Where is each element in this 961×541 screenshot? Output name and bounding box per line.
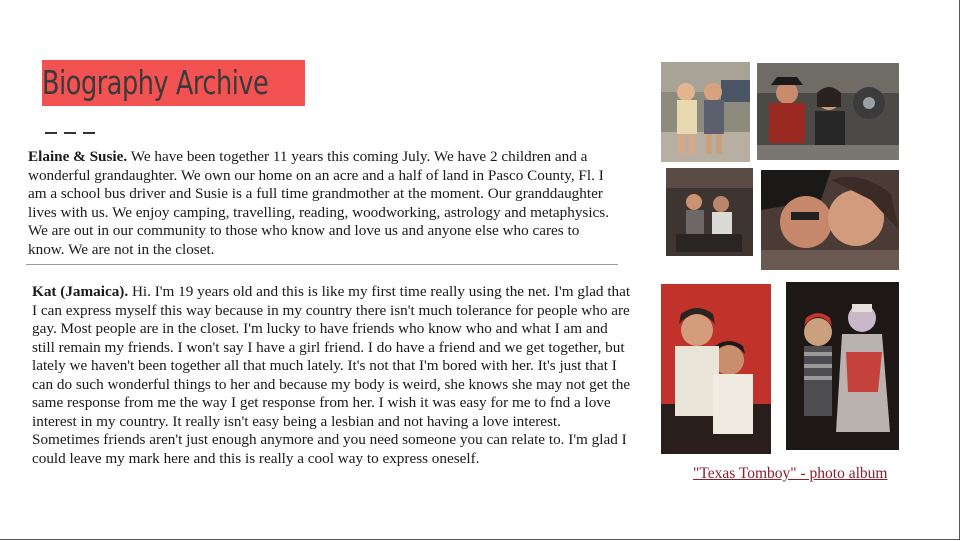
photo-children[interactable] [661,62,750,162]
biography-entry [32,283,632,468]
photo-collage[interactable] [661,62,901,458]
photo-album-link[interactable]: "Texas Tomboy" - photo album [693,465,888,482]
photo-friends[interactable] [661,284,771,454]
biography-text: Hi. I'm 19 years old and this is like my first time really using the net. I'm glad that I can express myself this way because in my country there isn't much tolerance for people who are gay. Most people are in the closet. I'm lucky to have friends who know who and what I am and still remain my friends. I won't say I have a girl friend. I do have a friend and we get together, but lately we haven't been together all that much lately. It's not that I'm bored with her. It's just that I can do such wonderful things to her and because my body is weird, she knows she may not get the same response from me the way I get response from her. I wish it was easy for me to fnd a love interest in my country. It really isn't easy being a lesbian and not having a love interest. Sometimes friends aren't just enough anymore and you need someone you can relate to. I'm glad I could leave my mark here and this is really a cool way to express oneself. [32,283,631,467]
biography-entry [28,148,618,259]
biography-name: Kat (Jamaica). [32,283,129,300]
biography-name: Elaine & Susie. [28,148,128,165]
photo-costume[interactable] [786,282,899,450]
photo-kiss[interactable] [761,170,899,270]
title-divider [45,132,95,134]
entry-divider [26,264,618,265]
photo-bikers[interactable] [757,63,899,160]
page-title: Biography Archive [42,63,269,102]
photo-group[interactable] [666,168,753,256]
biography-text: We have been together 11 years this coming July. We have 2 children and a wonderful grandaughter. We own our home on an acre and a half of land in Pasco County, Fl. I am a school bus driver and Susie is a full time grandmother at the moment. Our granddaughter lives with us. We enjoy camping, travelling, reading, woodworking, astrology and metaphysics. We are out in our community to those who know and love us and anyone else who cares to know. We are not in the closet. [28,148,609,258]
